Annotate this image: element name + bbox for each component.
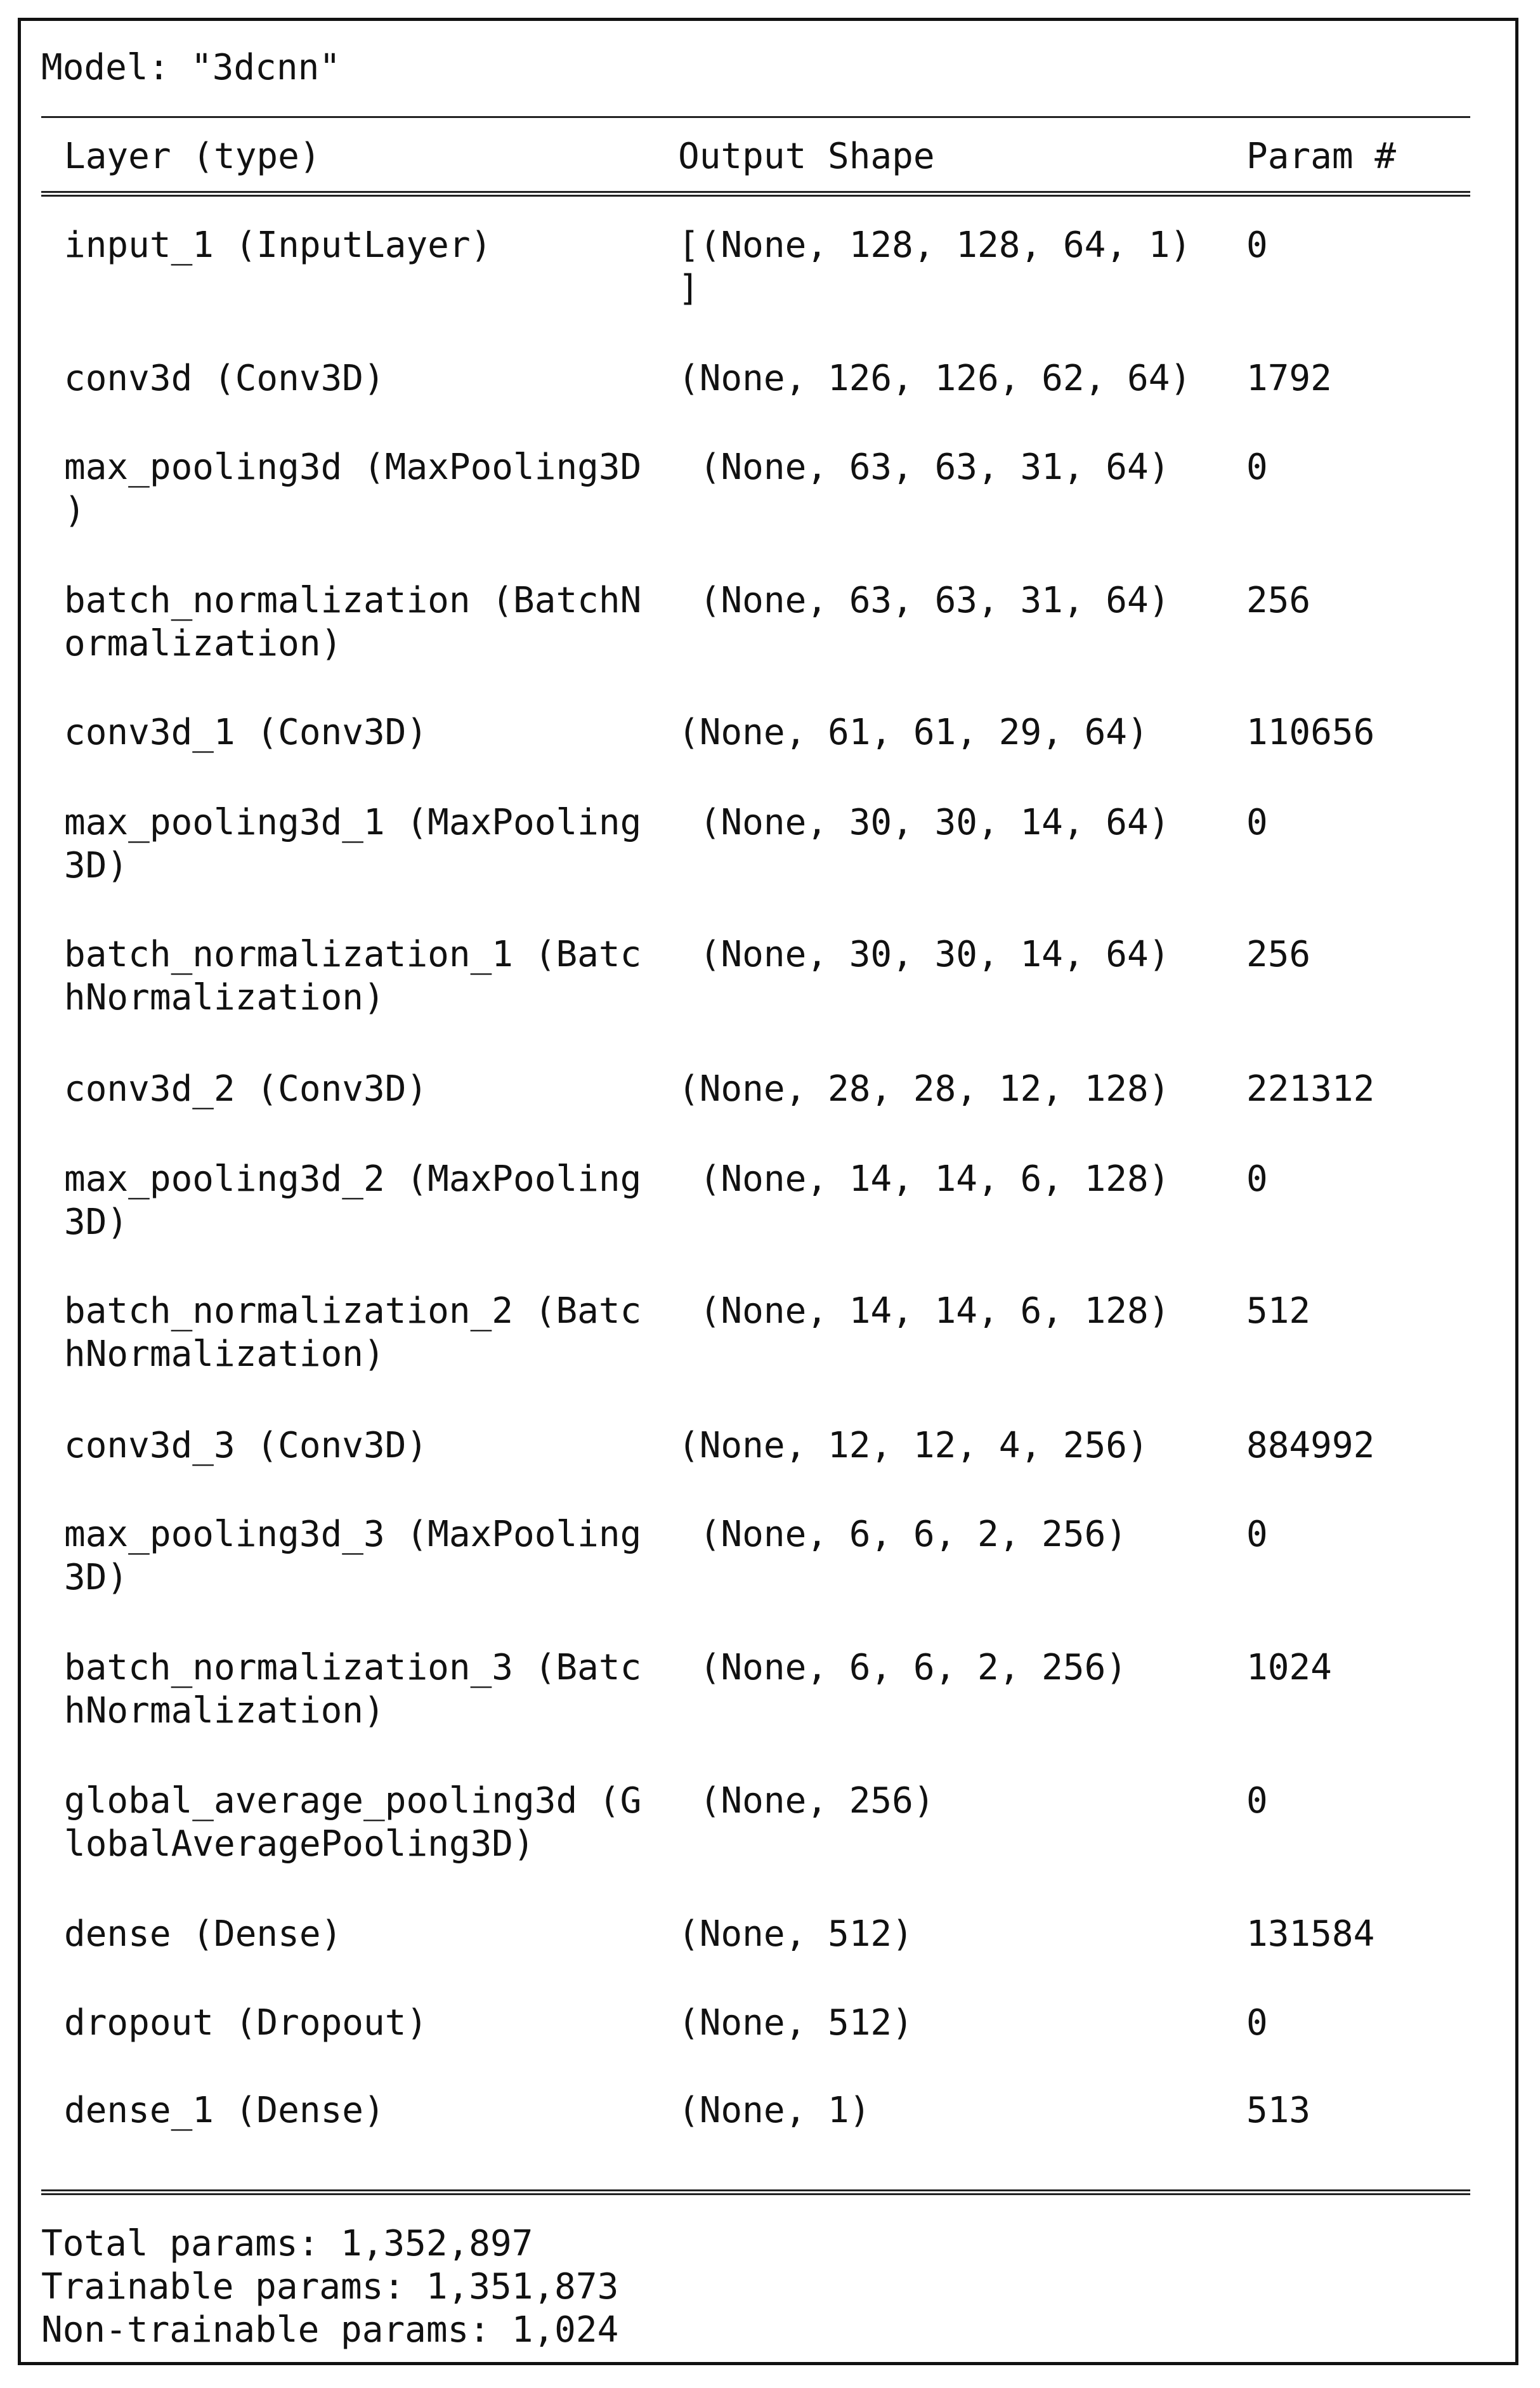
layer-name: global_average_pooling3d (G lobalAveragePooling3D) xyxy=(64,1780,642,1865)
model-summary-panel xyxy=(18,18,1518,2365)
param-count: 0 xyxy=(1246,1158,1268,1200)
non-trainable-params: Non-trainable params: 1,024 xyxy=(41,2309,619,2351)
output-shape: (None, 14, 14, 6, 128) xyxy=(678,1290,1170,1332)
param-count: 221312 xyxy=(1246,1068,1375,1110)
params-summary xyxy=(41,2222,618,2352)
footer-double-rule xyxy=(41,2189,1470,2195)
param-count: 0 xyxy=(1246,1780,1268,1821)
param-count: 131584 xyxy=(1246,1913,1375,1955)
param-count: 1024 xyxy=(1246,1647,1332,1688)
param-count: 884992 xyxy=(1246,1425,1375,1466)
output-shape: (None, 63, 63, 31, 64) xyxy=(678,447,1170,488)
output-shape: (None, 14, 14, 6, 128) xyxy=(678,1158,1170,1200)
layer-name: dense_1 (Dense) xyxy=(64,2090,385,2131)
param-count: 1792 xyxy=(1246,358,1332,399)
layer-name: batch_normalization_1 (Batc hNormalization) xyxy=(64,934,642,1018)
output-shape: (None, 12, 12, 4, 256) xyxy=(678,1425,1149,1466)
param-count: 0 xyxy=(1246,225,1268,266)
param-count: 512 xyxy=(1246,1290,1311,1332)
column-header-output-shape: Output Shape xyxy=(678,136,935,177)
layer-name: dense (Dense) xyxy=(64,1913,343,1955)
header-double-rule xyxy=(41,191,1470,197)
layer-name: input_1 (InputLayer) xyxy=(64,225,492,266)
output-shape: (None, 6, 6, 2, 256) xyxy=(678,1647,1128,1688)
output-shape: (None, 30, 30, 14, 64) xyxy=(678,802,1170,843)
output-shape: (None, 61, 61, 29, 64) xyxy=(678,712,1149,753)
trainable-params: Trainable params: 1,351,873 xyxy=(41,2266,619,2307)
model-title: Model: "3dcnn" xyxy=(41,47,341,88)
param-count: 0 xyxy=(1246,1514,1268,1555)
output-shape: (None, 512) xyxy=(678,2002,913,2044)
column-header-layer: Layer (type) xyxy=(64,136,321,177)
param-count: 0 xyxy=(1246,2002,1268,2044)
output-shape: (None, 63, 63, 31, 64) xyxy=(678,580,1170,621)
param-count: 513 xyxy=(1246,2090,1311,2131)
output-shape: [(None, 128, 128, 64, 1) ] xyxy=(678,225,1192,309)
param-count: 0 xyxy=(1246,447,1268,488)
layer-name: conv3d_1 (Conv3D) xyxy=(64,712,428,753)
layer-name: conv3d (Conv3D) xyxy=(64,358,385,399)
output-shape: (None, 6, 6, 2, 256) xyxy=(678,1514,1128,1555)
param-count: 0 xyxy=(1246,802,1268,843)
param-count: 110656 xyxy=(1246,712,1375,753)
output-shape: (None, 126, 126, 62, 64) xyxy=(678,358,1192,399)
layer-name: dropout (Dropout) xyxy=(64,2002,428,2044)
param-count: 256 xyxy=(1246,934,1311,975)
layer-name: conv3d_2 (Conv3D) xyxy=(64,1068,428,1110)
output-shape: (None, 512) xyxy=(678,1913,913,1955)
output-shape: (None, 28, 28, 12, 128) xyxy=(678,1068,1170,1110)
layer-name: batch_normalization_2 (Batc hNormalization) xyxy=(64,1290,642,1375)
layer-name: max_pooling3d_3 (MaxPooling 3D) xyxy=(64,1514,642,1598)
layer-name: max_pooling3d_1 (MaxPooling 3D) xyxy=(64,802,642,886)
param-count: 256 xyxy=(1246,580,1311,621)
output-shape: (None, 1) xyxy=(678,2090,871,2131)
layer-name: batch_normalization (BatchN ormalization) xyxy=(64,580,642,664)
layer-name: max_pooling3d_2 (MaxPooling 3D) xyxy=(64,1158,642,1243)
total-params: Total params: 1,352,897 xyxy=(41,2223,533,2264)
layer-name: max_pooling3d (MaxPooling3D ) xyxy=(64,447,642,531)
output-shape: (None, 256) xyxy=(678,1780,935,1821)
table-header xyxy=(21,135,1515,178)
header-top-rule xyxy=(41,116,1470,118)
layer-name: conv3d_3 (Conv3D) xyxy=(64,1425,428,1466)
output-shape: (None, 30, 30, 14, 64) xyxy=(678,934,1170,975)
layer-name: batch_normalization_3 (Batc hNormalization) xyxy=(64,1647,642,1731)
column-header-params: Param # xyxy=(1246,136,1397,177)
